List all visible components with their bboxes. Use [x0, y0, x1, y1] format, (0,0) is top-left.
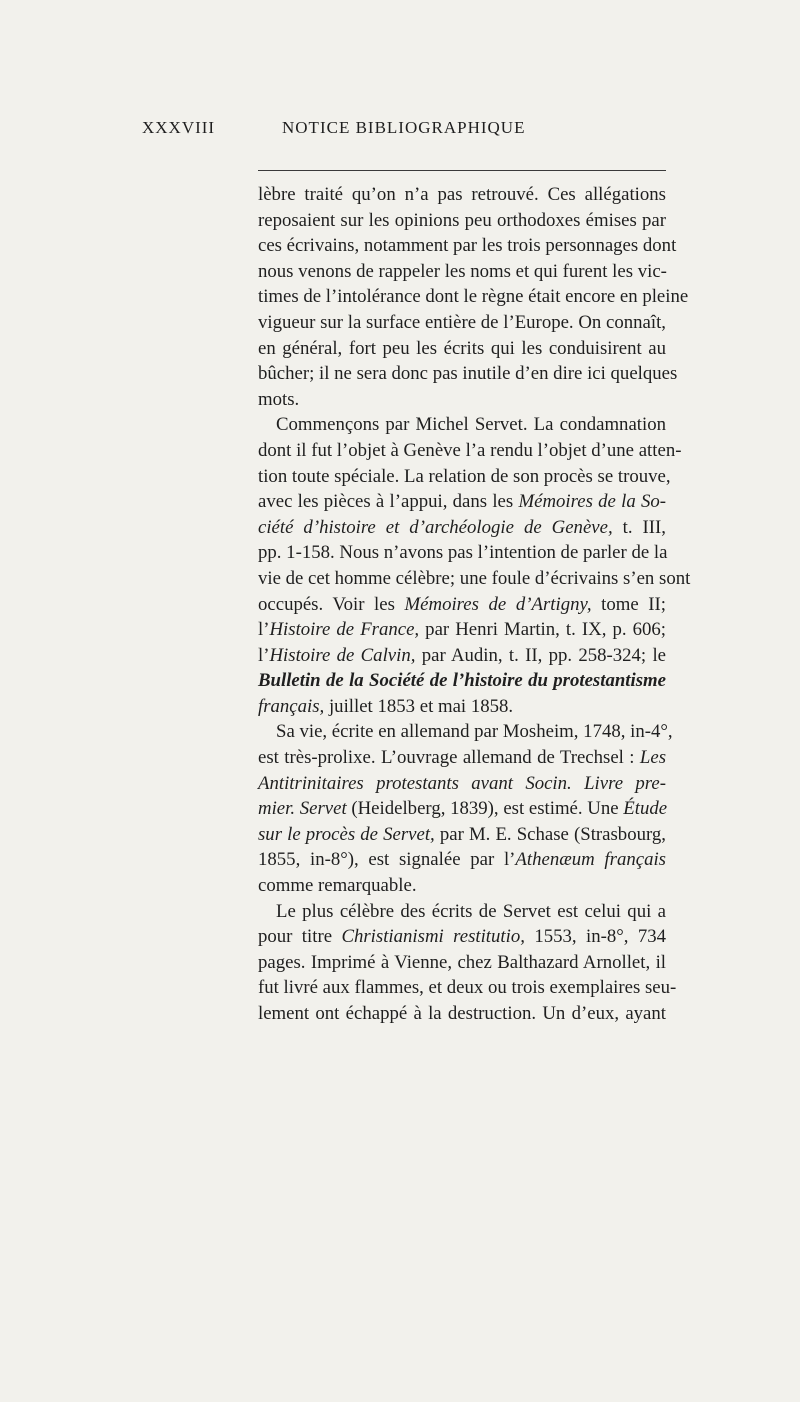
text-line — [258, 540, 666, 566]
text-segment: t. III, — [612, 516, 667, 538]
emphasized-text: Étude — [623, 798, 668, 820]
text-segment: juillet 1853 et mai 1858. — [324, 695, 514, 717]
text-segment: vie de cet homme célèbre; une foule d’écrivains s’en sont — [258, 567, 691, 589]
emphasized-text: Athenæum français — [515, 849, 666, 871]
text-segment: comme remarquable. — [258, 875, 417, 897]
emphasized-text: sur le procès de Servet, — [258, 823, 435, 845]
text-segment: tion toute spéciale. La relation de son procès se trouve, — [258, 465, 671, 487]
text-line — [258, 924, 666, 950]
emphasized-text: Antitrinitaires protestants avant Socin. Livre pre- — [258, 772, 666, 794]
text-line — [258, 771, 666, 797]
text-line — [258, 643, 666, 669]
text-segment: par Audin, t. II, pp. 258-324; le — [415, 644, 666, 666]
emphasized-text: Mémoires de la So- — [518, 491, 666, 513]
text-segment: l’ — [258, 644, 270, 666]
text-line — [258, 975, 677, 1001]
emphasized-text: Les — [639, 747, 666, 769]
text-line — [258, 719, 673, 745]
text-line — [258, 592, 666, 618]
text-line — [258, 694, 666, 720]
text-segment: lèbre traité qu’on n’a pas retrouvé. Ces allégations — [258, 184, 666, 205]
text-segment: Commençons par Michel Servet. La condamnation — [276, 414, 666, 436]
running-title: NOTICE BIBLIOGRAPHIQUE — [282, 118, 526, 137]
text-line — [258, 464, 671, 490]
emphasized-text: Histoire de Calvin, — [269, 644, 416, 666]
text-segment: l’ — [258, 619, 270, 641]
text-line — [258, 617, 666, 643]
text-line — [258, 387, 666, 413]
page-number: XXXVIII — [142, 118, 216, 137]
text-segment: par M. E. Schase (Strasbourg, — [434, 823, 666, 845]
text-line — [258, 566, 691, 592]
text-segment: est très-prolixe. L’ouvrage allemand de Trechsel : — [258, 747, 640, 769]
text-line — [258, 1001, 666, 1027]
emphasized-text: mier. Servet — [258, 798, 347, 820]
body-text — [258, 182, 691, 1027]
text-line — [258, 899, 666, 925]
text-segment: Sa vie, écrite en allemand par Mosheim, 1748, in-4°, — [276, 721, 673, 743]
text-segment: avec les pièces à l’appui, dans les — [258, 491, 519, 513]
text-segment: occupés. Voir les — [258, 593, 405, 615]
emphasized-text: Histoire de France, — [269, 619, 420, 641]
text-line — [258, 361, 678, 387]
text-segment: times de l’intolérance dont le règne était encore en pleine — [258, 286, 689, 308]
text-line — [258, 336, 666, 362]
text-line — [258, 208, 666, 234]
text-segment: nous venons de rappeler les noms et qui furent les vic- — [258, 260, 667, 282]
text-segment: par Henri Martin, t. IX, p. 606; — [419, 619, 666, 641]
emphasized-text: français, — [258, 695, 325, 717]
text-line — [258, 847, 666, 873]
text-line — [258, 950, 666, 976]
text-segment: pp. 1-158. Nous n’avons pas l’intention de parler de la — [258, 542, 668, 564]
text-line — [258, 259, 666, 285]
text-segment: reposaient sur les opinions peu orthodoxes émises par — [258, 209, 666, 231]
text-segment: vigueur sur la surface entière de l’Europe. On connaît, — [258, 311, 666, 333]
text-line — [258, 489, 666, 515]
text-segment: pour titre — [258, 926, 342, 948]
text-segment: (Heidelberg, 1839), est estimé. Une — [346, 798, 624, 820]
text-segment: dont il fut l’objet à Genève l’a rendu l’objet d’une atten- — [258, 439, 682, 461]
running-head — [142, 118, 682, 142]
header-rule — [258, 170, 666, 171]
text-line — [258, 822, 666, 848]
text-segment: 1553, in-8°, 734 — [524, 926, 666, 948]
text-line — [258, 745, 666, 771]
emphasized-text: Christianismi restitutio, — [341, 926, 525, 948]
text-line — [258, 515, 666, 541]
text-segment: ces écrivains, notamment par les trois personnages dont — [258, 235, 677, 257]
text-segment: 1855, in-8°), est signalée par l’ — [258, 849, 516, 871]
text-segment: fut livré aux flammes, et deux ou trois exemplaires seu- — [258, 977, 677, 999]
text-segment: Le plus célèbre des écrits de Servet est celui qui a — [276, 900, 666, 922]
emphasized-text: Mémoires de d’Artigny, — [404, 593, 592, 615]
text-line — [258, 873, 666, 899]
text-segment: bûcher; il ne sera donc pas inutile d’en dire ici quelques — [258, 363, 678, 385]
text-segment: mots. — [258, 388, 300, 410]
emphasized-text: ciété d’histoire et d’archéologie de Genève, — [258, 516, 613, 538]
text-line — [258, 310, 666, 336]
text-line — [258, 412, 666, 438]
emphasized-text: Bulletin de la Société de l’histoire du protestantisme — [258, 670, 666, 692]
text-line — [258, 284, 689, 310]
text-line — [258, 182, 666, 208]
text-segment: tome II; — [591, 593, 666, 615]
text-line — [258, 233, 677, 259]
text-line — [258, 796, 666, 822]
text-segment: en général, fort peu les écrits qui les conduisirent au — [258, 337, 666, 359]
text-line — [258, 668, 666, 694]
text-segment: lement ont échappé à la destruction. Un d’eux, ayant — [258, 1003, 666, 1024]
text-line — [258, 438, 682, 464]
text-segment: pages. Imprimé à Vienne, chez Balthazard Arnollet, il — [258, 951, 666, 973]
